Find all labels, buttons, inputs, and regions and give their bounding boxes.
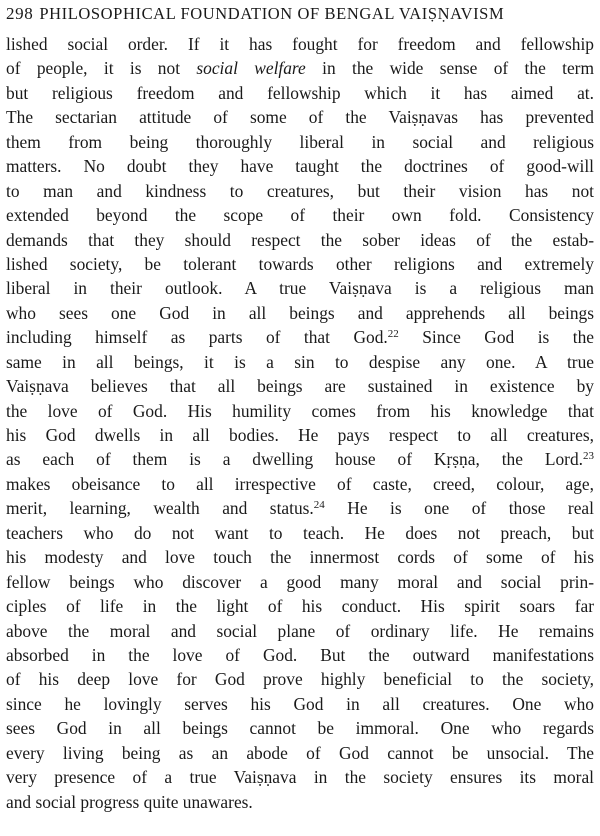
- line-text: liberal in their outlook. A true Vaiṣṇava is a religious man: [6, 278, 594, 299]
- line-text: of his deep love for God prove highly beneficial to the society,: [6, 669, 594, 690]
- line-text: since he lovingly serves his God in all creatures. One who: [6, 693, 594, 714]
- line-text: absorbed in the love of God. But the outward manifestations: [6, 644, 594, 665]
- text-line: [6, 350, 594, 374]
- emphasis-text: social welfare: [196, 58, 306, 79]
- text-line: [6, 619, 594, 643]
- line-text: in the wide sense of the term: [305, 58, 595, 79]
- line-text: them from being thoroughly liberal in social and religious: [6, 131, 594, 152]
- text-line: [6, 105, 594, 129]
- line-text: matters. No doubt they have taught the doctrines of good-will: [6, 156, 594, 177]
- running-head: [6, 3, 594, 25]
- text-line: [6, 472, 594, 496]
- page-number: 298: [6, 4, 34, 23]
- text-line: [6, 374, 594, 398]
- text-line: [6, 301, 594, 325]
- text-line: [6, 570, 594, 594]
- line-text: extended beyond the scope of their own fold. Consistency: [6, 205, 594, 226]
- line-text: including himself as parts of that God.: [6, 327, 388, 348]
- line-text: Vaiṣṇava believes that all beings are sustained in existence by: [6, 376, 594, 397]
- footnote-ref: 24: [313, 499, 325, 512]
- line-text: lished society, be tolerant towards other religions and extremely: [6, 253, 594, 274]
- line-text: fellow beings who discover a good many moral and social prin-: [6, 571, 594, 592]
- line-text: his modesty and love touch the innermost cords of some of his: [6, 547, 594, 568]
- text-line: [6, 130, 594, 154]
- text-line: [6, 154, 594, 178]
- text-line: [6, 56, 594, 80]
- line-text: demands that they should respect the sober ideas of the estab-: [6, 229, 594, 250]
- line-text: of people, it is not: [6, 58, 197, 79]
- text-line: [6, 594, 594, 618]
- footnote-ref: 23: [583, 450, 594, 463]
- text-line: [6, 765, 594, 789]
- text-line: [6, 790, 594, 814]
- text-line: [6, 228, 594, 252]
- line-text: The sectarian attitude of some of the Vaiṣṇavas has prevented: [6, 107, 594, 128]
- line-text: the love of God. His humility comes from his knowledge that: [6, 400, 594, 421]
- line-text: makes obeisance to all irrespective of caste, creed, colour, age,: [6, 473, 594, 494]
- text-line: [6, 252, 594, 276]
- text-line: [6, 399, 594, 423]
- line-text: his God dwells in all bodies. He pays respect to all creatures,: [6, 425, 594, 445]
- line-text: to man and kindness to creatures, but their vision has not: [6, 180, 594, 201]
- text-line: [6, 325, 594, 349]
- line-text: who sees one God in all beings and apprehends all beings: [6, 302, 594, 323]
- line-text: teachers who do not want to teach. He does not preach, but: [6, 522, 594, 543]
- text-line: [6, 32, 594, 56]
- text-line: [6, 447, 594, 471]
- line-text: above the moral and social plane of ordinary life. He remains: [6, 620, 594, 641]
- line-text: ciples of life in the light of his conduct. His spirit soars far: [6, 596, 594, 617]
- line-text: He is one of those real: [324, 498, 594, 519]
- running-title: PHILOSOPHICAL FOUNDATION OF BENGAL VAIṢṆAVISM: [39, 4, 505, 23]
- line-text: every living being as an abode of God cannot be unsocial. The: [6, 742, 594, 763]
- line-text: Since God is the: [398, 327, 595, 348]
- text-line: [6, 496, 594, 520]
- line-text: same in all beings, it is a sin to despise any one. A true: [6, 351, 594, 372]
- line-text: very presence of a true Vaiṣṇava in the society ensures its moral: [6, 767, 594, 788]
- text-line: [6, 203, 594, 227]
- text-line: [6, 276, 594, 300]
- text-line: [6, 81, 594, 105]
- text-line: [6, 692, 594, 716]
- text-line: [6, 716, 594, 740]
- text-line: [6, 521, 594, 545]
- line-text: but religious freedom and fellowship which it has aimed at.: [6, 82, 594, 103]
- line-text: as each of them is a dwelling house of Kṛṣṇa, the Lord.: [6, 449, 583, 470]
- line-text: merit, learning, wealth and status.: [6, 498, 314, 519]
- text-line: [6, 423, 594, 447]
- text-line: [6, 741, 594, 765]
- line-text: sees God in all beings cannot be immoral. One who regards: [6, 718, 594, 739]
- text-line: [6, 643, 594, 667]
- line-text: lished social order. If it has fought for freedom and fellowship: [6, 34, 594, 54]
- text-line: [6, 179, 594, 203]
- footnote-ref: 22: [387, 328, 399, 341]
- text-line: [6, 545, 594, 569]
- text-line: [6, 667, 594, 691]
- body-text: [6, 32, 594, 814]
- line-text: and social progress quite unawares.: [6, 791, 253, 812]
